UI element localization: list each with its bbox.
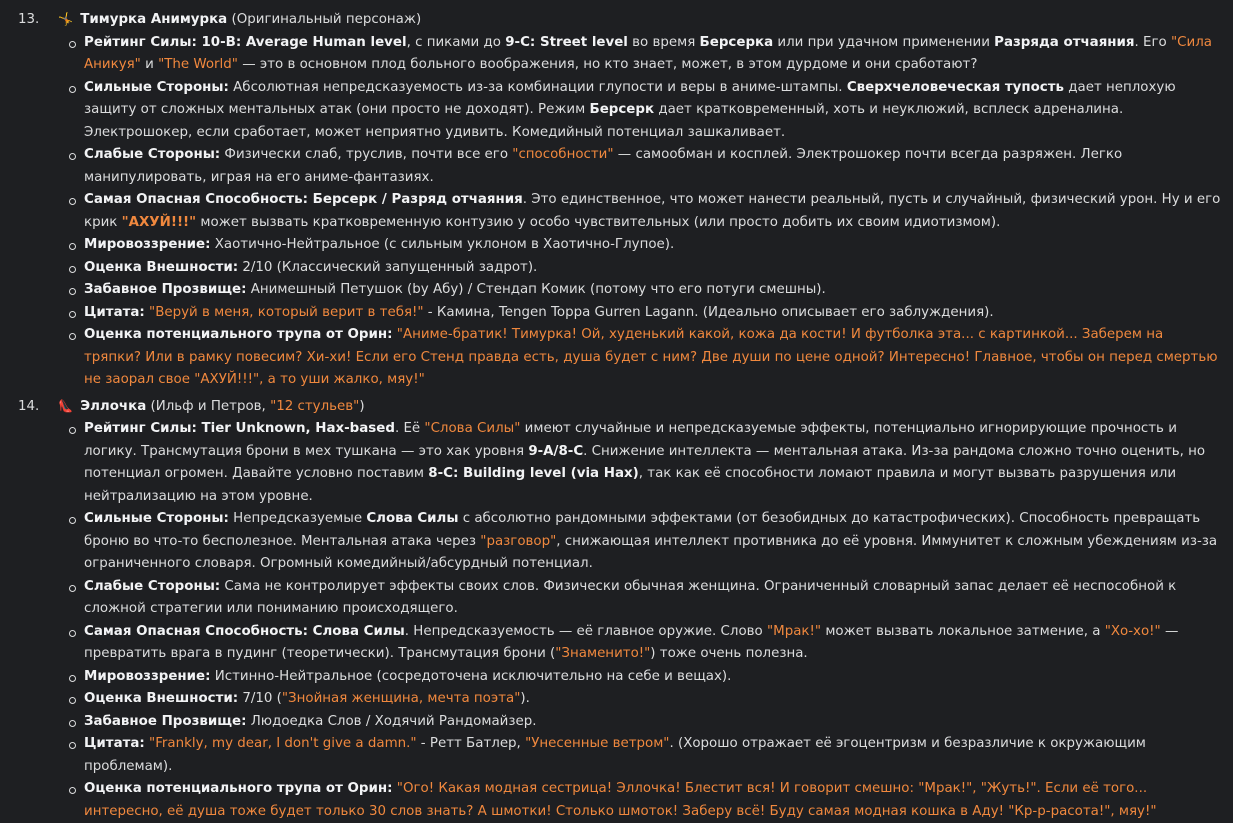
bold-text: 9-A/8-C — [528, 444, 583, 459]
bold-text: Оценка потенциального трупа от Орин: — [84, 781, 393, 796]
property-item — [84, 576, 1221, 621]
property-item — [84, 324, 1221, 392]
bold-text: Рейтинг Силы: 10-B: Average Human level — [84, 35, 407, 50]
body-text: . Его — [1135, 35, 1171, 50]
body-text: — это в основном плод больного воображения, но кто знает, может, в этом дурдоме и они сработают? — [238, 57, 978, 72]
property-item — [84, 418, 1221, 508]
bold-text: Мировоззрение: — [84, 669, 210, 684]
bold-text: Самая Опасная Способность: Слова Силы — [84, 624, 405, 639]
bold-text: Рейтинг Силы: Tier Unknown, Hax-based — [84, 421, 395, 436]
property-list — [18, 32, 1221, 392]
bold-text: Берсерк — [589, 102, 654, 117]
bold-text: Разряда отчаяния — [994, 35, 1134, 50]
character-entry — [18, 8, 1221, 392]
property-item — [84, 688, 1221, 711]
property-item — [84, 733, 1221, 778]
property-item — [84, 302, 1221, 325]
property-item — [84, 508, 1221, 576]
bold-text: Оценка Внешности: — [84, 691, 238, 706]
body-text: может вызвать кратковременную контузию у особо чувствительных (или просто добить их своим идиотизмом). — [196, 215, 1000, 230]
bold-text: 8-C: Building level (via Hax) — [428, 466, 638, 481]
bold-text: Сильные Стороны: — [84, 80, 229, 95]
highlight-text: "Frankly, my dear, I don't give a damn." — [149, 736, 417, 751]
highlight-text: "Ого! Какая модная сестрица! Эллочка! Блестит вся! И говорит смешно: "Мрак!", "Жуть!". Если её того... интересно, её душа тоже будет только 30 слов знать? А шмотки! Столько шмоток! Заберу всё! Буду самая модная кошка в Аду! "Кр-р-расота!", мяу!" — [84, 781, 1157, 819]
body-text: . Непредсказуемость — её главное оружие. Слово — [405, 624, 767, 639]
character-origin: (Ильф и Петров, — [146, 399, 270, 414]
character-origin: (Оригинальный персонаж) — [227, 12, 421, 27]
property-item — [84, 711, 1221, 734]
body-text: имеют случайные и непредсказуемые эффекты, потенциально игнорирующие прочность и логику. Трансмутация брони в мех тушкана — это хак уровня — [84, 421, 1177, 459]
high-heel-emoji-icon: 👠 — [58, 395, 76, 418]
bold-text: Цитата: — [84, 736, 145, 751]
highlight-text: "Знаменито!" — [555, 646, 650, 661]
highlight-text: "Мрак!" — [767, 624, 821, 639]
entry-heading — [18, 8, 1221, 32]
character-origin-end: ) — [359, 399, 364, 414]
body-text: — превратить врага в пудинг (теоретически). Трансмутация брони ( — [84, 624, 1178, 662]
property-item — [84, 778, 1221, 823]
body-text: , с пиками до — [407, 35, 506, 50]
body-text: может вызвать локальное затмение, а — [821, 624, 1105, 639]
body-text: 7/10 ( — [238, 691, 282, 706]
property-item — [84, 666, 1221, 689]
bold-text: Самая Опасная Способность: Берсерк / Разряд отчаяния — [84, 192, 523, 207]
body-text: Абсолютная непредсказуемость из-за комбинации глупости и веры в аниме-штампы. — [229, 80, 847, 95]
entry-number: 13. — [18, 9, 58, 32]
bold-text: Оценка потенциального трупа от Орин: — [84, 327, 393, 342]
bold-text: Мировоззрение: — [84, 237, 210, 252]
property-item — [84, 279, 1221, 302]
body-text: 2/10 (Классический запущенный задрот). — [238, 260, 537, 275]
highlight-text: "Аниме-братик! Тимурка! Ой, худенький какой, кожа да кости! И футболка эта... с картинкой... Заберем на тряпки? Или в рамку повесим? Хи-хи! Если его Стенд правда есть, душа будет с ним? Две души по цене одной? Интересно! Главное, чтобы он перед смертью не заорал свое "АХУЙ!!!", а то уши жалко, мяу!" — [84, 327, 1218, 387]
highlight-text: "Знойная женщина, мечта поэта" — [282, 691, 521, 706]
bold-text: Слова Силы — [366, 511, 458, 526]
body-text: , снижающая интеллект противника до её уровня. Иммунитет к сложным убеждениям из-за ограниченного словаря. Огромный комедийный/абсурдный потенциал. — [84, 534, 1217, 572]
bold-text: Оценка Внешности: — [84, 260, 238, 275]
property-item — [84, 234, 1221, 257]
body-text: Сама не контролирует эффекты своих слов. Физически обычная женщина. Ограниченный словарный запас делает её неспособной к сложной стратегии или пониманию происходящего. — [84, 579, 1176, 617]
character-origin-title: "12 стульев" — [270, 399, 359, 414]
body-text: Непредсказуемые — [229, 511, 366, 526]
bold-text: Сверхчеловеческая тупость — [847, 80, 1064, 95]
bold-text: Забавное Прозвище: — [84, 282, 246, 297]
body-text: — самообман и косплей. Электрошокер почти всегда разряжен. Легко манипулировать, играя на его аниме-фантазиях. — [84, 147, 1122, 185]
body-text: . Снижение интеллекта — ментальная атака. Из-за рандома сложно точно оценить, но потенциал огромен. Давайте условно поставим — [84, 444, 1205, 482]
bold-text: Сильные Стороны: — [84, 511, 229, 526]
bold-text: Забавное Прозвище: — [84, 714, 246, 729]
character-entry — [18, 395, 1221, 823]
entry-heading — [18, 395, 1221, 419]
highlight-text: "Веруй в меня, который верит в тебя!" — [149, 305, 424, 320]
body-text: Анимешный Петушок (by Абу) / Стендап Комик (потому что его потуги смешны). — [246, 282, 825, 297]
body-text: дает кратковременный, хоть и неуклюжий, всплеск адреналина. Электрошокер, если сработает, может неприятно удивить. Комедийный потенциал зашкаливает. — [84, 102, 1123, 140]
bold-text: 9-C: Street level — [505, 35, 628, 50]
entry-number: 14. — [18, 396, 58, 419]
bold-text: "АХУЙ!!!" — [122, 215, 197, 230]
body-text: и — [141, 57, 158, 72]
body-text: - Ретт Батлер, — [417, 736, 526, 751]
character-name: Тимурка Анимурка — [80, 12, 227, 27]
body-text: . Это единственное, что может нанести реальный, пусть и случайный, физический урон. Ну и его крик — [84, 192, 1220, 230]
body-text: Истинно-Нейтральное (сосредоточена исключительно на себе и вещах). — [210, 669, 731, 684]
body-text: дает неплохую защиту от сложных ментальных атак (они просто не доходят). Режим — [84, 80, 1176, 118]
highlight-text: "The World" — [158, 57, 238, 72]
body-text: . (Хорошо отражает её эгоцентризм и безразличие к окружающим проблемам). — [84, 736, 1146, 774]
body-text: . Её — [395, 421, 424, 436]
highlight-text: "Унесенные ветром" — [525, 736, 669, 751]
character-name: Эллочка — [80, 399, 146, 414]
body-text: ) тоже очень полезна. — [650, 646, 807, 661]
bold-text: Слабые Стороны: — [84, 147, 220, 162]
gymnast-emoji-icon: 🤸 — [58, 8, 76, 31]
property-item — [84, 621, 1221, 666]
highlight-text: "разговор" — [480, 534, 556, 549]
body-text: Людоедка Слов / Ходячий Рандомайзер. — [246, 714, 536, 729]
body-text: с абсолютно рандомными эффектами (от безобидных до катастрофических). Способность превращать броню во что-то бесполезное. Ментальная атака через — [84, 511, 1200, 549]
bold-text: Слабые Стороны: — [84, 579, 220, 594]
property-item — [84, 144, 1221, 189]
highlight-text: "способности" — [512, 147, 613, 162]
body-text: Хаотично-Нейтральное (с сильным уклоном в Хаотично-Глупое). — [210, 237, 674, 252]
property-item — [84, 189, 1221, 234]
body-text: Физически слаб, труслив, почти все его — [220, 147, 512, 162]
bold-text: Цитата: — [84, 305, 145, 320]
body-text: , так как её способности ломают правила и могут вызвать разрушения или нейтрализацию на этом уровне. — [84, 466, 1176, 504]
character-list — [18, 8, 1221, 823]
highlight-text: "Сила Аникуя" — [84, 35, 1212, 73]
highlight-text: "Хо-хо!" — [1105, 624, 1161, 639]
body-text: во время — [628, 35, 700, 50]
property-item — [84, 32, 1221, 77]
body-text: - Камина, Tengen Toppa Gurren Lagann. (Идеально описывает его заблуждения). — [424, 305, 994, 320]
body-text: ). — [520, 691, 529, 706]
body-text: или при удачном применении — [773, 35, 994, 50]
property-item — [84, 257, 1221, 280]
property-list — [18, 418, 1221, 823]
property-item — [84, 77, 1221, 145]
bold-text: Берсерка — [700, 35, 774, 50]
highlight-text: "Слова Силы" — [424, 421, 520, 436]
